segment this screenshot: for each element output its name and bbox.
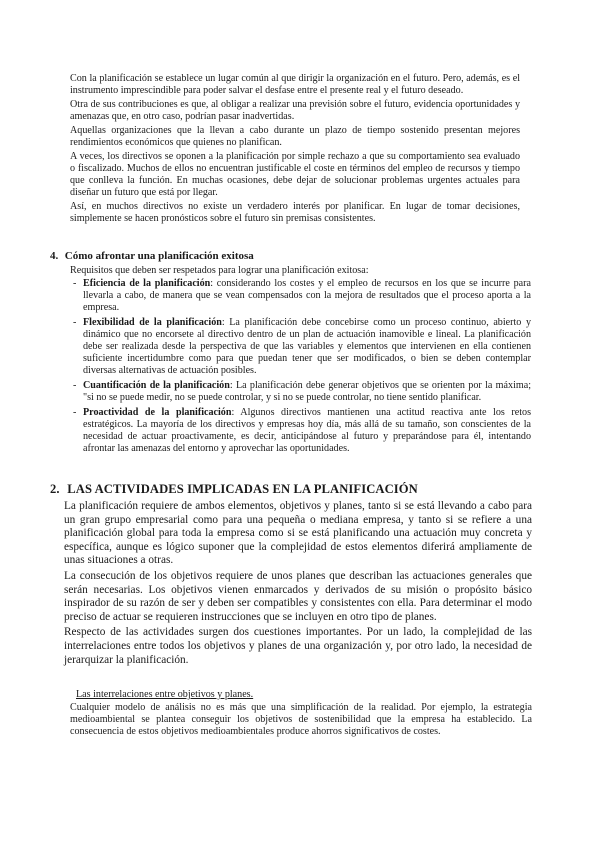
paragraph: A veces, los directivos se oponen a la planificación por simple rechazo a que su comportamiento sea evaluado o fiscalizado. Muchos de ellos no encuentran justificable el coste en términos del empleo de recursos y tiempo que conlleva la función. En muchas ocasiones, debe dejar de solucionar problemas urgentes actuales para diseñar un futuro que está por llegar. xyxy=(70,151,520,198)
list-item-text: : La planificación debe concebirse como un proceso continuo, abierto y dinámico que no encorsete al directivo dentro de un plan de actuación inamovible e lineal. La planificación debe ser realizada desde la perspectiva de que las variables y elementos que intervienen en ella contienen suficiente incertidumbre como para que puedan tener que ser modificados, o bien se deben contemplar diversas alternativas de actuación posibles. xyxy=(83,317,531,376)
section-4-intro: Requisitos que deben ser respetados para lograr una planificación exitosa: xyxy=(70,265,369,276)
list-item-text: : Algunos directivos mantienen una actitud reactiva ante los retos estratégicos. La mayoría de los directivos y empresas hoy día, más allá de su tamaño, son conscientes de la necesidad de actuar proactivamente, es decir, anticipándose al futuro y preparándose para él, intentando afrontar las amenazas del entorno y aprovechar las oportunidades. xyxy=(83,407,532,454)
list-item xyxy=(73,407,531,455)
section-4-title: Cómo afrontar una planificación exitosa xyxy=(64,250,254,262)
list-item xyxy=(73,278,531,314)
section-2-title: LAS ACTIVIDADES IMPLICADAS EN LA PLANIFICACIÓN xyxy=(67,482,418,496)
section-2-body xyxy=(64,500,532,669)
section-2-heading xyxy=(50,482,418,497)
list-bullet: - xyxy=(73,278,77,289)
paragraph: Cualquier modelo de análisis no es más que una simplificación de la realidad. Por ejemplo, la estrategia medioambiental se plantea conseguir los objetivos de sostenibilidad que la empresa ha establecido. La consecuencia de estos objetivos medioambientales produce ahorros significativos de costes. xyxy=(70,702,532,737)
list-item-term: Flexibilidad de la planificación xyxy=(83,317,222,328)
paragraph: Respecto de las actividades surgen dos cuestiones importantes. Por un lado, la complejidad de las interrelaciones entre todos los objetivos y planes de una organización y, por otro lado, la necesidad de jerarquizar la planificación. xyxy=(64,626,532,666)
list-item-term: Proactividad de la planificación xyxy=(83,407,232,418)
paragraph: La planificación requiere de ambos elementos, objetivos y planes, tanto si se está llevando a cabo para un gran grupo empresarial como para una pequeña o mediana empresa, y tanto si se refiere a una planificación global para toda la empresa como si se está planificando una actuación muy concreta y específica, aunque es lógico suponer que la complejidad de estos elementos diferirá ampliamente de unas situaciones a otras. xyxy=(64,500,532,567)
list-item-term: Eficiencia de la planificación xyxy=(83,278,211,289)
paragraph: La consecución de los objetivos requiere de unos planes que describan las actuaciones generales que serán necesarias. Los objetivos vienen enmarcados y derivados de su misión o propósito básico inspirador de su razón de ser y deben ser compatibles y consistentes con ella. Para determinar el modo preciso de actuar se requieren instrucciones que se incluyen en otro tipo de planes. xyxy=(64,569,532,623)
list-item xyxy=(73,380,531,404)
section-4-heading xyxy=(50,250,254,262)
list-bullet: - xyxy=(73,317,77,328)
paragraph: Otra de sus contribuciones es que, al obligar a realizar una previsión sobre el futuro, evidencia oportunidades y amenazas que, en otro caso, podrían pasar inadvertidas. xyxy=(70,99,520,122)
list-item-term: Cuantificación de la planificación xyxy=(83,380,230,391)
section-1-body xyxy=(70,73,520,227)
list-bullet: - xyxy=(73,380,77,391)
list-item-text: : La planificación debe generar objetivos que se orienten por la máxima; "si no se puede medir, no se puede controlar, y si no se puede controlar, no tiene sentido planificar. xyxy=(83,380,532,403)
subheading: Las interrelaciones entre objetivos y planes. xyxy=(76,689,254,700)
paragraph: Así, en muchos directivos no existe un verdadero interés por planificar. En lugar de tomar decisiones, simplemente se hacen pronósticos sobre el futuro sin premisas consistentes. xyxy=(70,201,520,224)
list-item xyxy=(73,317,531,377)
list-bullet: - xyxy=(73,407,77,418)
section-2-number: 2. xyxy=(50,482,60,496)
list-item-text: : considerando los costes y el empleo de recursos en los que se incurre para llevarla a cabo, de manera que se vean compensados con la mejora de resultados que el proceso aporta a la empresa. xyxy=(83,278,531,313)
paragraph: Con la planificación se establece un lugar común al que dirigir la organización en el futuro. Pero, además, es el instrumento imprescindible para poder salvar el desfase entre el presente real y el futuro deseado. xyxy=(70,73,520,96)
paragraph: Aquellas organizaciones que la llevan a cabo durante un plazo de tiempo sostenido presentan mejores rendimientos económicos que quienes no planifican. xyxy=(70,125,520,148)
section-4-number: 4. xyxy=(50,250,59,262)
requirements-list xyxy=(73,278,531,458)
